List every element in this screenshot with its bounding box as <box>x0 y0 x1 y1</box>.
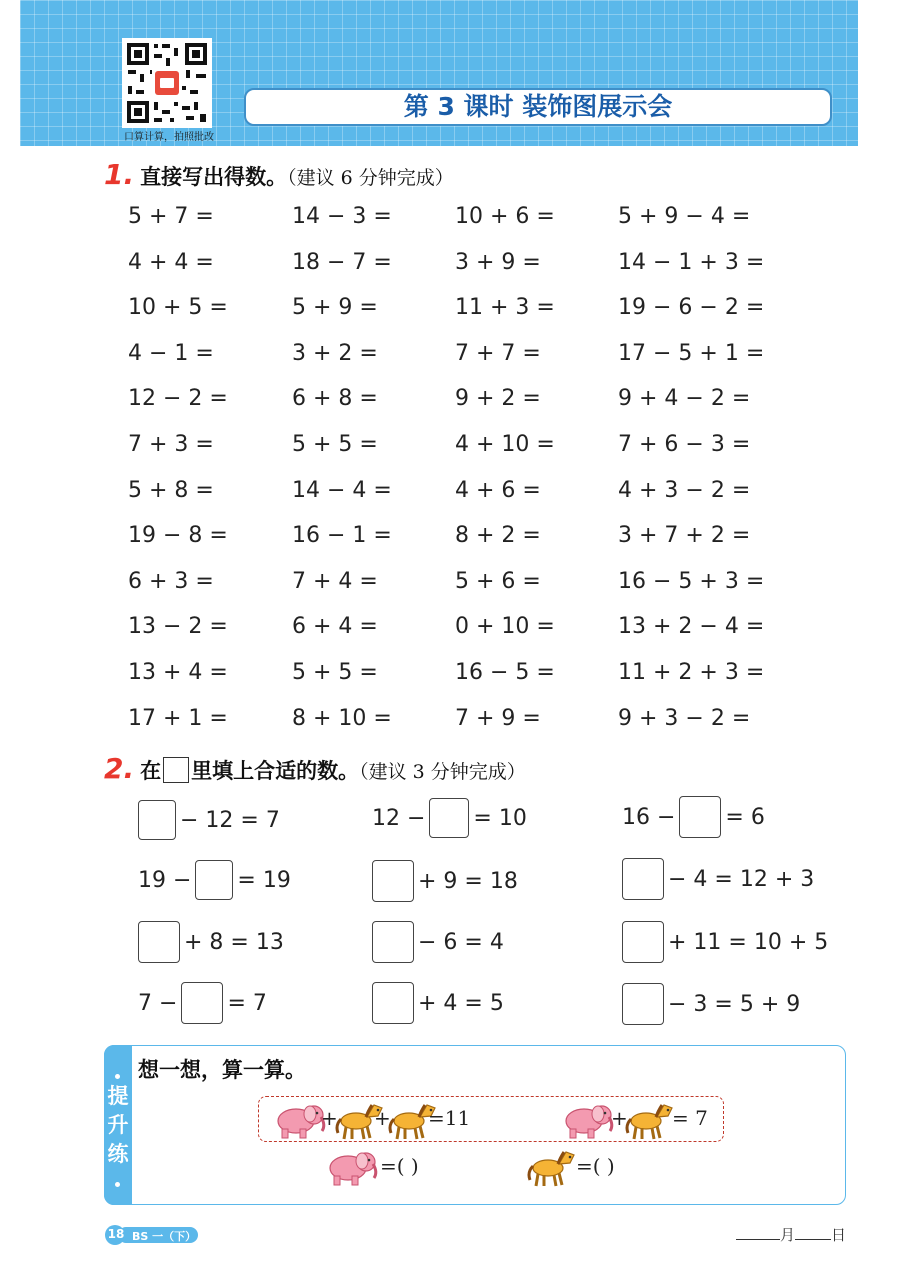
fill-equation <box>618 858 814 900</box>
oral-equation: 8 + 2 = <box>455 523 541 548</box>
horse-icon <box>624 1099 676 1141</box>
month-label: 月 <box>780 1226 796 1244</box>
equation-text: = 7 <box>227 990 267 1016</box>
answer-box[interactable] <box>372 982 414 1024</box>
oral-equation: 13 + 4 = <box>128 660 228 685</box>
oral-equation: 7 + 9 = <box>455 706 541 731</box>
question-1-note: （建议 6 分钟完成） <box>287 167 454 189</box>
oral-equation: 3 + 2 = <box>292 341 378 366</box>
qr-code-icon[interactable] <box>122 38 212 128</box>
answer-box[interactable] <box>138 800 176 840</box>
question-2-text-pre: 在 <box>140 759 162 783</box>
tab-label-text: 提升练 <box>107 1084 129 1166</box>
oral-equation: 7 + 6 − 3 = <box>618 432 751 457</box>
question-2-note: （建议 3 分钟完成） <box>359 761 526 783</box>
fill-equation <box>618 921 828 963</box>
equation-text: − 3 = 5 + 9 <box>668 991 801 1017</box>
fill-equation <box>134 921 284 963</box>
oral-equation: 14 − 1 + 3 = <box>618 250 765 275</box>
advanced-practice-title: 想一想，算一算。 <box>138 1058 306 1082</box>
fill-equation <box>138 982 267 1024</box>
oral-equation: 10 + 5 = <box>128 295 228 320</box>
equation-text: − 12 = 7 <box>180 807 280 833</box>
edition-label: BS 一（下） <box>132 1230 197 1243</box>
qr-caption: 口算计算，拍照批改 <box>124 132 214 143</box>
oral-equation: 11 + 2 + 3 = <box>618 660 765 685</box>
fill-equation <box>368 982 504 1024</box>
oral-equation: 4 + 10 = <box>455 432 555 457</box>
oral-equation: 7 + 4 = <box>292 569 378 594</box>
oral-equation: 11 + 3 = <box>455 295 555 320</box>
tab-dot <box>115 1074 120 1079</box>
oral-equation: 16 − 5 + 3 = <box>618 569 765 594</box>
oral-equation: 6 + 8 = <box>292 386 378 411</box>
answer-box[interactable] <box>181 982 223 1024</box>
equation-2-result: = 7 <box>672 1106 708 1130</box>
fill-equation <box>368 921 504 963</box>
advanced-practice-label <box>104 1082 132 1169</box>
answer-box[interactable] <box>372 860 414 902</box>
equation-text: 16 − <box>622 804 676 830</box>
oral-equation: 3 + 7 + 2 = <box>618 523 751 548</box>
question-1-title <box>104 158 454 191</box>
fill-equation <box>622 796 765 838</box>
tab-dot <box>115 1182 120 1187</box>
oral-equation: 6 + 4 = <box>292 614 378 639</box>
elephant-icon <box>322 1146 382 1188</box>
horse-answer[interactable]: =( ) <box>576 1154 615 1178</box>
elephant-answer[interactable]: =( ) <box>380 1154 419 1178</box>
oral-equation: 10 + 6 = <box>455 204 555 229</box>
oral-equation: 4 + 6 = <box>455 478 541 503</box>
oral-equation: 14 − 3 = <box>292 204 392 229</box>
equation-text: 7 − <box>138 990 178 1016</box>
question-2-text-post: 里填上合适的数。 <box>191 759 360 783</box>
answer-box[interactable] <box>622 921 664 963</box>
plus-sign: + <box>374 1106 391 1130</box>
oral-equation: 17 + 1 = <box>128 706 228 731</box>
fill-equation <box>372 798 527 838</box>
blank-box-sample <box>163 757 189 783</box>
oral-equation: 5 + 5 = <box>292 432 378 457</box>
equation-text: + 11 = 10 + 5 <box>668 929 829 955</box>
date-field[interactable] <box>736 1224 846 1245</box>
plus-sign: + <box>611 1106 628 1130</box>
fill-equation <box>618 983 800 1025</box>
answer-box[interactable] <box>622 983 664 1025</box>
answer-box[interactable] <box>195 860 233 900</box>
oral-equation: 18 − 7 = <box>292 250 392 275</box>
oral-equation: 5 + 9 − 4 = <box>618 204 751 229</box>
oral-equation: 14 − 4 = <box>292 478 392 503</box>
answer-box[interactable] <box>622 858 664 900</box>
answer-box[interactable] <box>138 921 180 963</box>
oral-equation: 16 − 1 = <box>292 523 392 548</box>
elephant-icon <box>558 1099 618 1141</box>
oral-equation: 9 + 3 − 2 = <box>618 706 751 731</box>
question-2-title <box>104 752 526 785</box>
oral-equation: 6 + 3 = <box>128 569 214 594</box>
oral-equation: 12 − 2 = <box>128 386 228 411</box>
oral-equation: 5 + 5 = <box>292 660 378 685</box>
oral-equation: 8 + 10 = <box>292 706 392 731</box>
oral-equation: 9 + 2 = <box>455 386 541 411</box>
question-1-number: 1. <box>104 158 135 191</box>
oral-equation: 4 + 3 − 2 = <box>618 478 751 503</box>
page-badge <box>104 1224 200 1250</box>
oral-equation: 19 − 6 − 2 = <box>618 295 765 320</box>
equation-text: + 4 = 5 <box>418 990 504 1016</box>
oral-equation: 17 − 5 + 1 = <box>618 341 765 366</box>
oral-equation: 3 + 9 = <box>455 250 541 275</box>
fill-equation <box>134 800 280 840</box>
equation-text: − 4 = 12 + 3 <box>668 866 815 892</box>
oral-equation: 5 + 9 = <box>292 295 378 320</box>
answer-box[interactable] <box>372 921 414 963</box>
plus-sign: + <box>321 1106 338 1130</box>
lesson-title: 第 3 课时 装饰图展示会 <box>244 88 832 126</box>
equation-text: = 10 <box>473 805 527 831</box>
oral-equation: 5 + 6 = <box>455 569 541 594</box>
equation-text: 12 − <box>372 805 426 831</box>
oral-equation: 4 + 4 = <box>128 250 214 275</box>
oral-equation: 19 − 8 = <box>128 523 228 548</box>
oral-equation: 13 − 2 = <box>128 614 228 639</box>
horse-icon <box>526 1146 578 1188</box>
equation-1-result: =11 <box>428 1106 471 1130</box>
answer-box[interactable] <box>429 798 469 838</box>
equation-text: − 6 = 4 <box>418 929 504 955</box>
equation-text: 19 − <box>138 867 192 893</box>
oral-equation: 5 + 7 = <box>128 204 214 229</box>
oral-equation: 5 + 8 = <box>128 478 214 503</box>
oral-equation: 9 + 4 − 2 = <box>618 386 751 411</box>
equation-text: + 9 = 18 <box>418 868 518 894</box>
day-label: 日 <box>831 1226 847 1244</box>
oral-equation: 7 + 7 = <box>455 341 541 366</box>
oral-equation: 4 − 1 = <box>128 341 214 366</box>
equation-text: = 6 <box>725 804 765 830</box>
question-2-number: 2. <box>104 752 135 785</box>
oral-equation: 0 + 10 = <box>455 614 555 639</box>
question-1-text: 直接写出得数。 <box>140 165 288 189</box>
answer-box[interactable] <box>679 796 721 838</box>
fill-equation <box>138 860 291 900</box>
equation-text: + 8 = 13 <box>184 929 284 955</box>
oral-equation: 16 − 5 = <box>455 660 555 685</box>
oral-equation: 13 + 2 − 4 = <box>618 614 765 639</box>
oral-equation: 7 + 3 = <box>128 432 214 457</box>
page-number: 18 <box>107 1227 125 1241</box>
equation-text: = 19 <box>237 867 291 893</box>
fill-equation <box>368 860 518 902</box>
